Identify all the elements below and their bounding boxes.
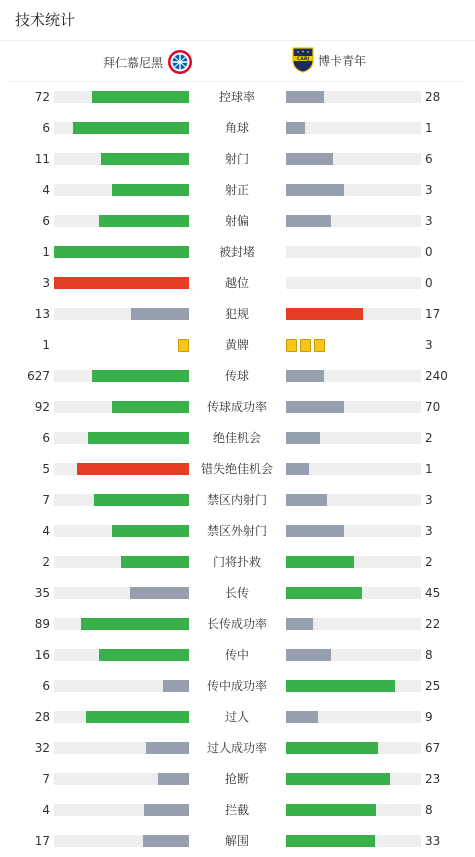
away-bar-fill bbox=[286, 587, 362, 599]
away-value: 70 bbox=[425, 400, 441, 414]
home-value: 13 bbox=[34, 307, 50, 321]
home-bar-track bbox=[54, 184, 189, 196]
away-value: 28 bbox=[425, 90, 441, 104]
home-bar-track bbox=[54, 649, 189, 661]
home-bar-fill bbox=[144, 804, 189, 816]
home-value: 16 bbox=[34, 648, 50, 662]
stat-row bbox=[0, 802, 475, 818]
away-bar-track bbox=[286, 587, 421, 599]
home-value: 1 bbox=[42, 245, 50, 259]
stat-label: 禁区外射门 bbox=[206, 524, 267, 538]
stat-label: 长传成功率 bbox=[206, 617, 267, 631]
home-value: 6 bbox=[42, 679, 50, 693]
yellow-card-icon bbox=[300, 339, 311, 352]
away-bar-track bbox=[286, 680, 421, 692]
stat-row bbox=[0, 523, 475, 539]
away-value: 3 bbox=[425, 524, 433, 538]
home-bar-fill bbox=[99, 649, 189, 661]
away-value: 1 bbox=[425, 121, 433, 135]
page-title: 技术统计 bbox=[15, 11, 76, 29]
away-bar-fill bbox=[286, 153, 333, 165]
away-value: 23 bbox=[425, 772, 441, 786]
away-bar-track bbox=[286, 153, 421, 165]
home-bar-fill bbox=[130, 587, 189, 599]
home-value: 6 bbox=[42, 431, 50, 445]
home-value: 11 bbox=[34, 152, 50, 166]
teams-header bbox=[9, 41, 465, 82]
stat-row bbox=[0, 120, 475, 136]
stat-label: 控球率 bbox=[218, 90, 255, 104]
stat-row bbox=[0, 492, 475, 508]
stat-row bbox=[0, 771, 475, 787]
stat-row bbox=[0, 213, 475, 229]
away-bar-fill bbox=[286, 184, 344, 196]
stat-row bbox=[0, 275, 475, 291]
home-value: 627 bbox=[27, 369, 50, 383]
stat-row bbox=[0, 89, 475, 105]
stat-label: 传球成功率 bbox=[206, 400, 267, 414]
stat-label: 传中成功率 bbox=[206, 679, 267, 693]
stat-row bbox=[0, 678, 475, 694]
away-value: 3 bbox=[425, 183, 433, 197]
away-value: 67 bbox=[425, 741, 441, 755]
away-bar-fill bbox=[286, 91, 324, 103]
stat-row bbox=[0, 430, 475, 446]
away-bar-track bbox=[286, 649, 421, 661]
stat-row bbox=[0, 306, 475, 322]
home-value: 35 bbox=[34, 586, 50, 600]
away-bar-track bbox=[286, 432, 421, 444]
home-value: 28 bbox=[34, 710, 50, 724]
home-bar-track bbox=[54, 277, 189, 289]
away-value: 17 bbox=[425, 307, 441, 321]
away-value: 0 bbox=[425, 276, 433, 290]
home-bar-fill bbox=[92, 370, 189, 382]
away-bar-track bbox=[286, 308, 421, 320]
stat-row bbox=[0, 585, 475, 601]
home-bar-fill bbox=[73, 122, 189, 134]
home-bar-fill bbox=[92, 91, 189, 103]
away-value: 9 bbox=[425, 710, 433, 724]
away-bar-track bbox=[286, 184, 421, 196]
bayern-logo-icon bbox=[167, 49, 193, 75]
home-value: 2 bbox=[42, 555, 50, 569]
stat-row bbox=[0, 337, 475, 353]
stat-label: 黄牌 bbox=[224, 338, 249, 352]
stat-row bbox=[0, 368, 475, 384]
away-value: 3 bbox=[425, 493, 433, 507]
home-bar-track bbox=[54, 122, 189, 134]
away-value: 2 bbox=[425, 431, 433, 445]
home-bar-fill bbox=[54, 246, 189, 258]
away-value: 3 bbox=[425, 214, 433, 228]
home-bar-track bbox=[54, 153, 189, 165]
away-bar-fill bbox=[286, 370, 324, 382]
away-bar-track bbox=[286, 618, 421, 630]
home-value: 1 bbox=[42, 338, 50, 352]
stat-label: 传中 bbox=[224, 648, 249, 662]
boca-logo-text: CABJ bbox=[296, 57, 310, 62]
home-bar-track bbox=[54, 246, 189, 258]
stat-row bbox=[0, 399, 475, 415]
home-bar-track bbox=[54, 432, 189, 444]
stat-label: 过人 bbox=[224, 710, 249, 724]
away-bar-fill bbox=[286, 308, 363, 320]
stat-row bbox=[0, 647, 475, 663]
home-bar-fill bbox=[81, 618, 189, 630]
away-value: 0 bbox=[425, 245, 433, 259]
home-yellow-cards bbox=[178, 339, 189, 352]
away-bar-track bbox=[286, 277, 421, 289]
home-value: 5 bbox=[42, 462, 50, 476]
home-bar-track bbox=[54, 618, 189, 630]
away-bar-fill bbox=[286, 742, 378, 754]
away-bar-track bbox=[286, 773, 421, 785]
home-value: 89 bbox=[34, 617, 50, 631]
stat-label: 抢断 bbox=[224, 772, 249, 786]
away-bar-fill bbox=[286, 773, 390, 785]
away-bar-fill bbox=[286, 556, 354, 568]
away-bar-track bbox=[286, 711, 421, 723]
away-team-name: 博卡青年 bbox=[318, 53, 367, 68]
away-bar-fill bbox=[286, 680, 395, 692]
away-bar-track bbox=[286, 525, 421, 537]
away-value: 33 bbox=[425, 834, 441, 848]
away-bar-fill bbox=[286, 215, 331, 227]
home-bar-track bbox=[54, 525, 189, 537]
stat-label: 禁区内射门 bbox=[206, 493, 267, 507]
stat-row bbox=[0, 182, 475, 198]
home-team[interactable] bbox=[103, 49, 193, 75]
home-bar-fill bbox=[86, 711, 189, 723]
stat-row bbox=[0, 616, 475, 632]
stat-label: 解围 bbox=[224, 834, 249, 848]
stat-label: 犯规 bbox=[224, 307, 249, 321]
stat-label: 传球 bbox=[224, 369, 249, 383]
home-bar-fill bbox=[54, 277, 189, 289]
home-value: 6 bbox=[42, 121, 50, 135]
stat-label: 射门 bbox=[224, 152, 249, 166]
home-bar-fill bbox=[146, 742, 189, 754]
home-bar-fill bbox=[143, 835, 189, 847]
home-bar-track bbox=[54, 463, 189, 475]
stat-row bbox=[0, 244, 475, 260]
away-bar-fill bbox=[286, 711, 318, 723]
away-value: 1 bbox=[425, 462, 433, 476]
away-bar-track bbox=[286, 742, 421, 754]
boca-logo-icon bbox=[292, 47, 314, 73]
away-value: 2 bbox=[425, 555, 433, 569]
home-value: 7 bbox=[42, 493, 50, 507]
away-value: 8 bbox=[425, 803, 433, 817]
away-bar-fill bbox=[286, 804, 376, 816]
stat-row bbox=[0, 554, 475, 570]
home-bar-fill bbox=[112, 184, 189, 196]
home-bar-fill bbox=[101, 153, 189, 165]
away-bar-track bbox=[286, 804, 421, 816]
away-bar-fill bbox=[286, 525, 344, 537]
home-bar-track bbox=[54, 556, 189, 568]
home-value: 7 bbox=[42, 772, 50, 786]
stat-row bbox=[0, 461, 475, 477]
away-value: 8 bbox=[425, 648, 433, 662]
home-bar-track bbox=[54, 773, 189, 785]
away-value: 45 bbox=[425, 586, 441, 600]
away-bar-track bbox=[286, 370, 421, 382]
home-bar-fill bbox=[121, 556, 189, 568]
away-bar-track bbox=[286, 246, 421, 258]
stat-label: 射正 bbox=[224, 183, 249, 197]
stat-label: 错失绝佳机会 bbox=[200, 462, 273, 476]
home-bar-track bbox=[54, 308, 189, 320]
stat-label: 长传 bbox=[224, 586, 249, 600]
home-bar-fill bbox=[112, 401, 189, 413]
stat-label: 角球 bbox=[224, 121, 249, 135]
away-bar-fill bbox=[286, 618, 313, 630]
away-bar-fill bbox=[286, 835, 375, 847]
away-bar-fill bbox=[286, 463, 309, 475]
away-value: 240 bbox=[425, 369, 448, 383]
stat-row bbox=[0, 740, 475, 756]
home-value: 92 bbox=[34, 400, 50, 414]
stat-row bbox=[0, 151, 475, 167]
home-bar-fill bbox=[99, 215, 189, 227]
away-value: 22 bbox=[425, 617, 441, 631]
yellow-card-icon bbox=[286, 339, 297, 352]
home-bar-track bbox=[54, 587, 189, 599]
home-bar-track bbox=[54, 711, 189, 723]
stat-label: 过人成功率 bbox=[206, 741, 267, 755]
stat-label: 被封堵 bbox=[218, 245, 255, 259]
away-yellow-cards bbox=[286, 339, 325, 352]
away-bar-fill bbox=[286, 494, 327, 506]
away-bar-track bbox=[286, 835, 421, 847]
home-value: 4 bbox=[42, 803, 50, 817]
away-bar-track bbox=[286, 91, 421, 103]
home-bar-fill bbox=[77, 463, 189, 475]
stat-label: 越位 bbox=[224, 276, 249, 290]
home-bar-track bbox=[54, 370, 189, 382]
yellow-card-icon bbox=[314, 339, 325, 352]
stat-label: 门将扑救 bbox=[212, 555, 261, 569]
home-value: 32 bbox=[34, 741, 50, 755]
home-bar-fill bbox=[112, 525, 189, 537]
home-bar-fill bbox=[88, 432, 189, 444]
stat-label: 射偏 bbox=[224, 214, 249, 228]
away-value: 6 bbox=[425, 152, 433, 166]
home-bar-track bbox=[54, 835, 189, 847]
yellow-card-icon bbox=[178, 339, 189, 352]
away-bar-track bbox=[286, 215, 421, 227]
home-value: 4 bbox=[42, 524, 50, 538]
away-bar-track bbox=[286, 556, 421, 568]
home-bar-track bbox=[54, 680, 189, 692]
home-bar-track bbox=[54, 215, 189, 227]
home-value: 72 bbox=[34, 90, 50, 104]
home-bar-track bbox=[54, 804, 189, 816]
stat-row bbox=[0, 833, 475, 849]
home-value: 17 bbox=[34, 834, 50, 848]
home-bar-track bbox=[54, 91, 189, 103]
home-team-name: 拜仁慕尼黑 bbox=[102, 55, 163, 70]
home-bar-fill bbox=[163, 680, 189, 692]
home-bar-fill bbox=[158, 773, 189, 785]
away-bar-track bbox=[286, 494, 421, 506]
home-bar-fill bbox=[94, 494, 189, 506]
home-value: 3 bbox=[42, 276, 50, 290]
home-value: 6 bbox=[42, 214, 50, 228]
stat-row bbox=[0, 709, 475, 725]
home-bar-track bbox=[54, 401, 189, 413]
away-value: 3 bbox=[425, 338, 433, 352]
away-value: 25 bbox=[425, 679, 441, 693]
stat-label: 拦截 bbox=[224, 803, 249, 817]
away-team[interactable] bbox=[292, 47, 366, 73]
away-bar-track bbox=[286, 401, 421, 413]
away-bar-fill bbox=[286, 432, 320, 444]
away-bar-track bbox=[286, 122, 421, 134]
away-bar-track bbox=[286, 463, 421, 475]
away-bar-fill bbox=[286, 401, 344, 413]
home-bar-fill bbox=[131, 308, 189, 320]
home-bar-track bbox=[54, 494, 189, 506]
home-value: 4 bbox=[42, 183, 50, 197]
away-bar-fill bbox=[286, 122, 305, 134]
stat-label: 绝佳机会 bbox=[212, 431, 261, 445]
home-bar-track bbox=[54, 742, 189, 754]
away-bar-fill bbox=[286, 649, 331, 661]
